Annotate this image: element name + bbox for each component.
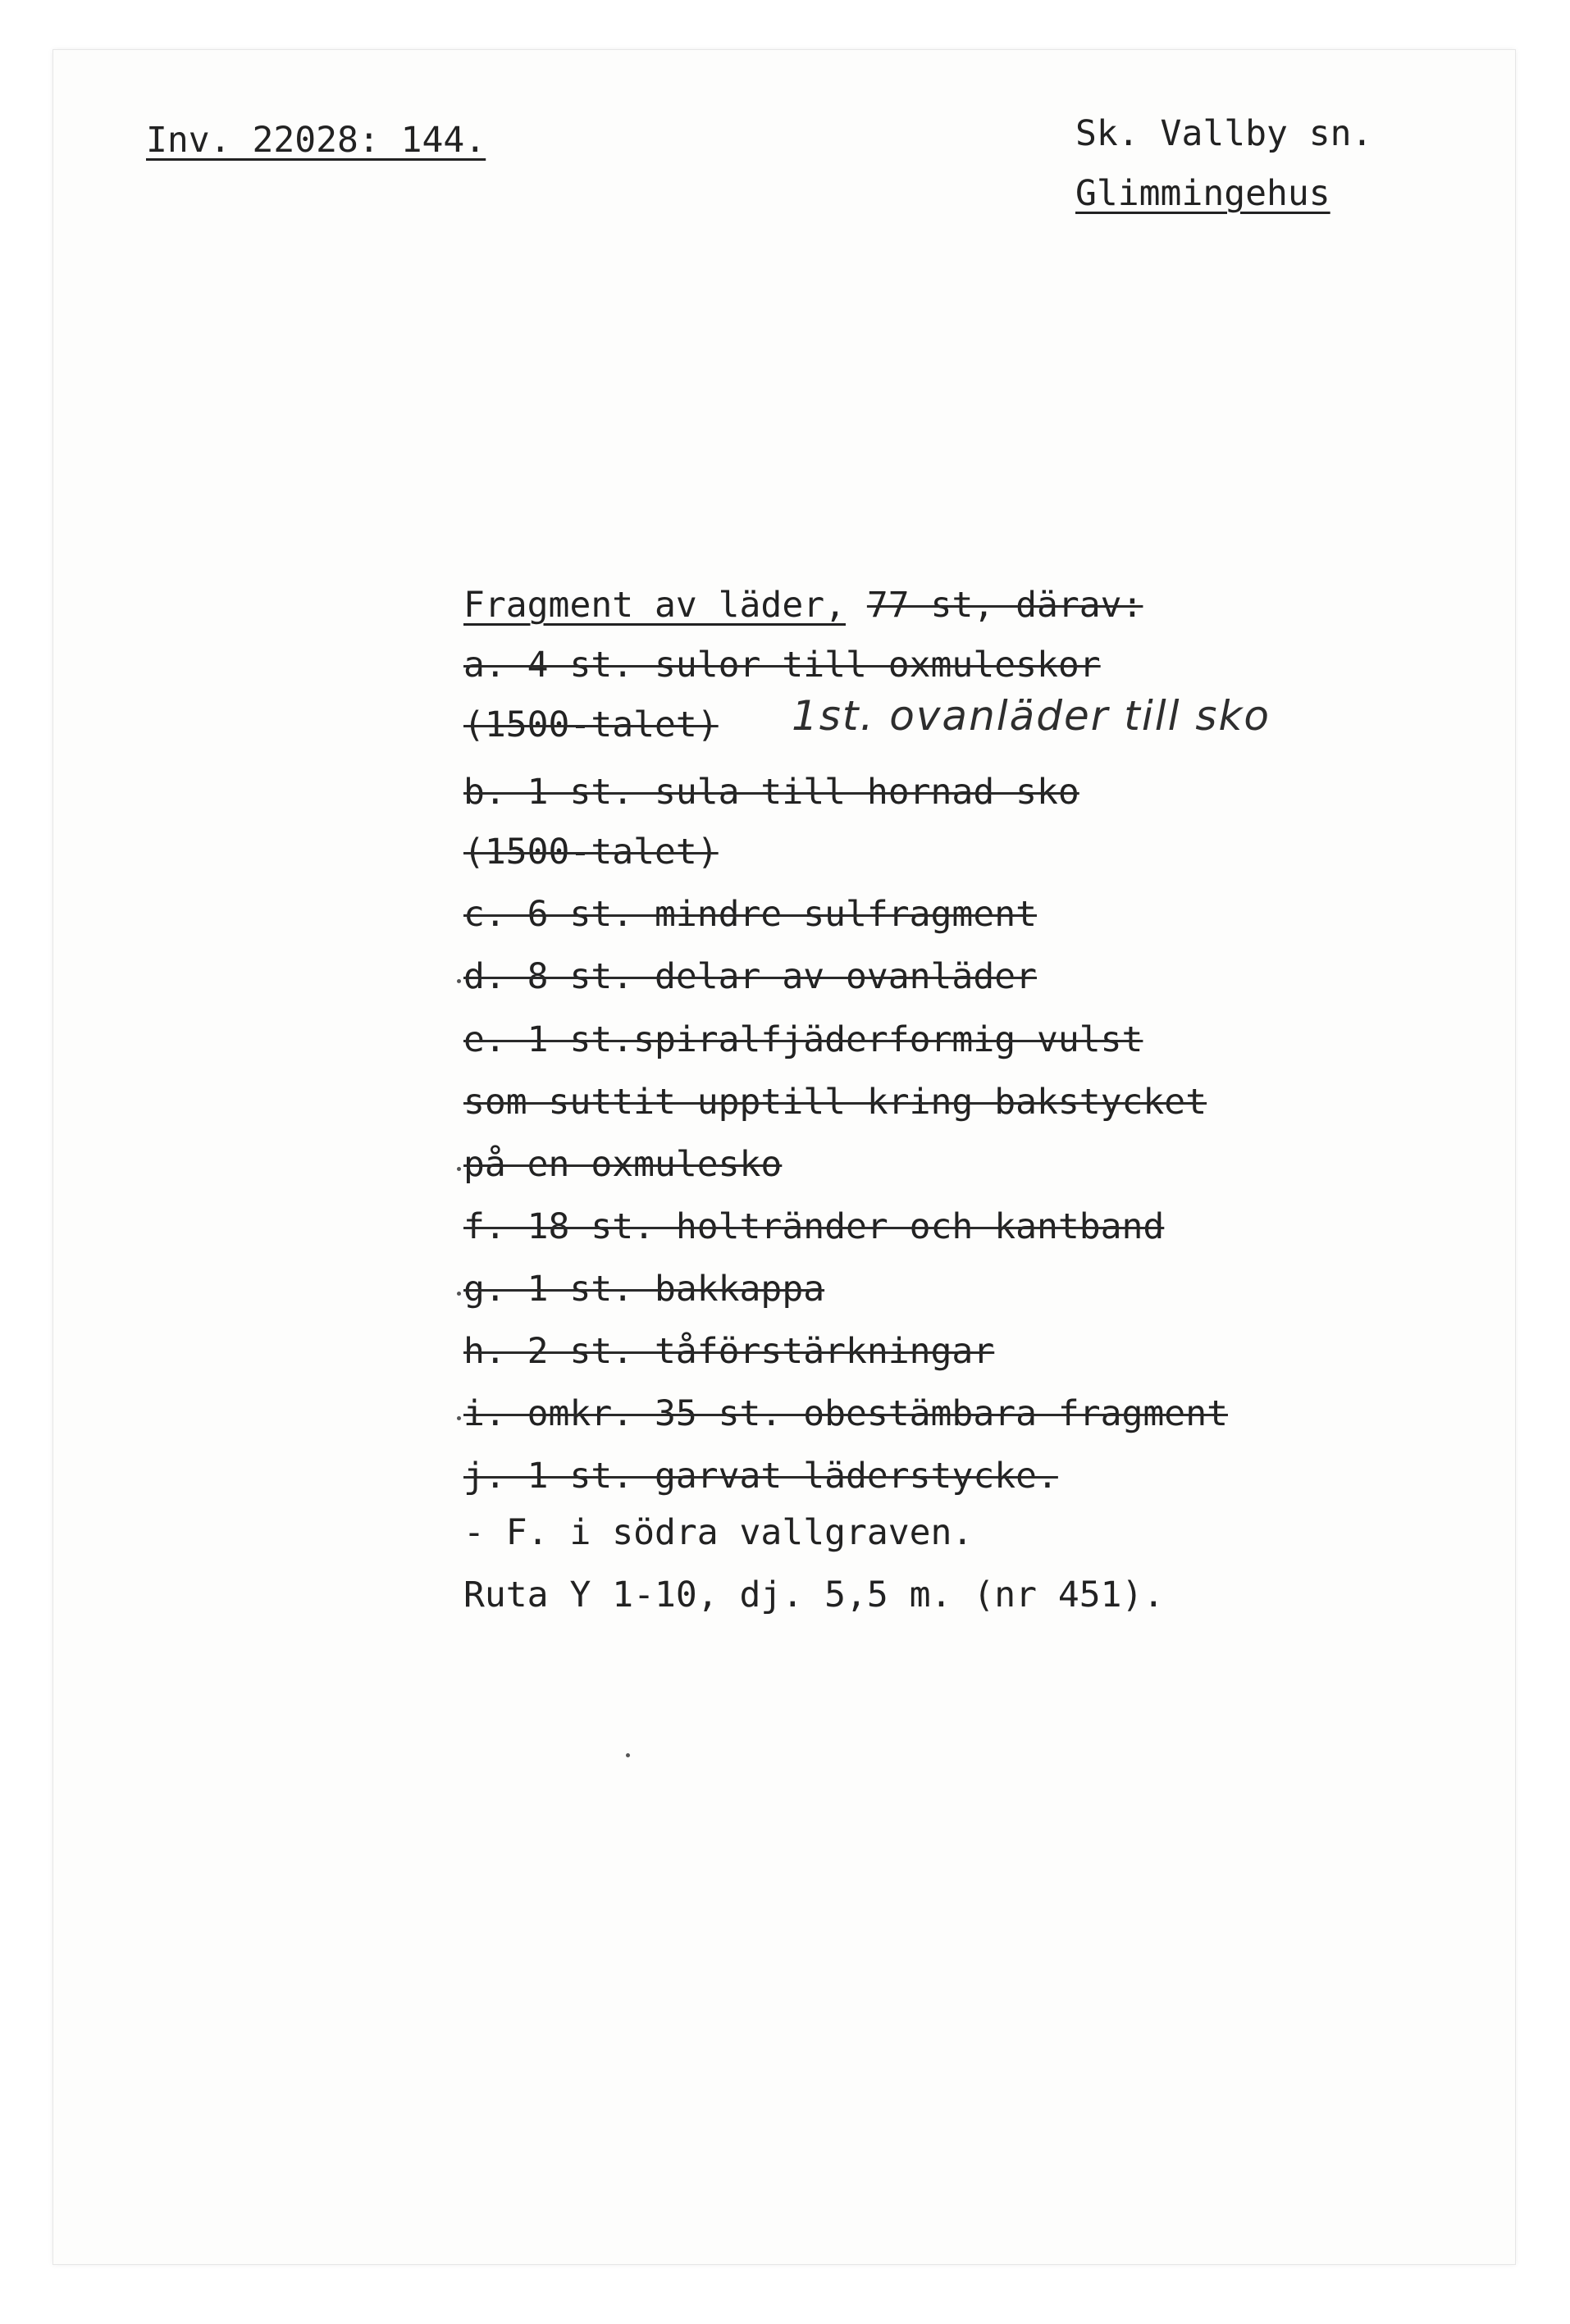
margin-dot bbox=[457, 979, 461, 983]
item-b-date: (1500-talet) bbox=[463, 832, 719, 873]
item-i: i. omkr. 35 st. obestämbara fragment bbox=[463, 1393, 1228, 1434]
location-parish: Sk. Vallby sn. bbox=[1075, 113, 1373, 154]
speck-mark bbox=[626, 1753, 630, 1757]
grid-depth-line: Ruta Y 1-10, dj. 5,5 m. (nr 451). bbox=[463, 1574, 1165, 1615]
item-b: b. 1 st. sula till hornad sko bbox=[463, 772, 1079, 813]
item-h: h. 2 st. tåförstärkningar bbox=[463, 1331, 995, 1372]
heading-line bbox=[463, 585, 1143, 626]
item-a-date: (1500-talet) bbox=[463, 704, 719, 745]
location-site: Glimmingehus bbox=[1075, 173, 1330, 214]
heading-struck-count: 77 st, därav: bbox=[866, 585, 1143, 626]
item-e-continued: som suttit upptill kring bakstycket bbox=[463, 1082, 1207, 1123]
heading-text: Fragment av läder, bbox=[463, 585, 846, 626]
inventory-number: Inv. 22028: 144. bbox=[146, 120, 486, 161]
margin-dot bbox=[457, 1292, 461, 1296]
item-f: f. 18 st. holtränder och kantband bbox=[463, 1206, 1165, 1247]
margin-dot bbox=[457, 1416, 461, 1420]
margin-dot bbox=[457, 1167, 461, 1171]
item-a: a. 4 st. sulor till oxmuleskor bbox=[463, 645, 1101, 686]
index-card bbox=[52, 49, 1516, 2265]
handwritten-annotation: 1st. ovanläder till sko bbox=[792, 692, 1271, 740]
item-j: j. 1 st. garvat läderstycke. bbox=[463, 1456, 1058, 1497]
find-location: - F. i södra vallgraven. bbox=[463, 1512, 974, 1553]
item-e: e. 1 st.spiralfjäderformig vulst bbox=[463, 1019, 1143, 1060]
item-g: g. 1 st. bakkappa bbox=[463, 1269, 825, 1310]
item-e-continued-2: på en oxmulesko bbox=[463, 1144, 783, 1185]
item-d: d. 8 st. delar av ovanläder bbox=[463, 956, 1037, 997]
item-c: c. 6 st. mindre sulfragment bbox=[463, 894, 1037, 935]
